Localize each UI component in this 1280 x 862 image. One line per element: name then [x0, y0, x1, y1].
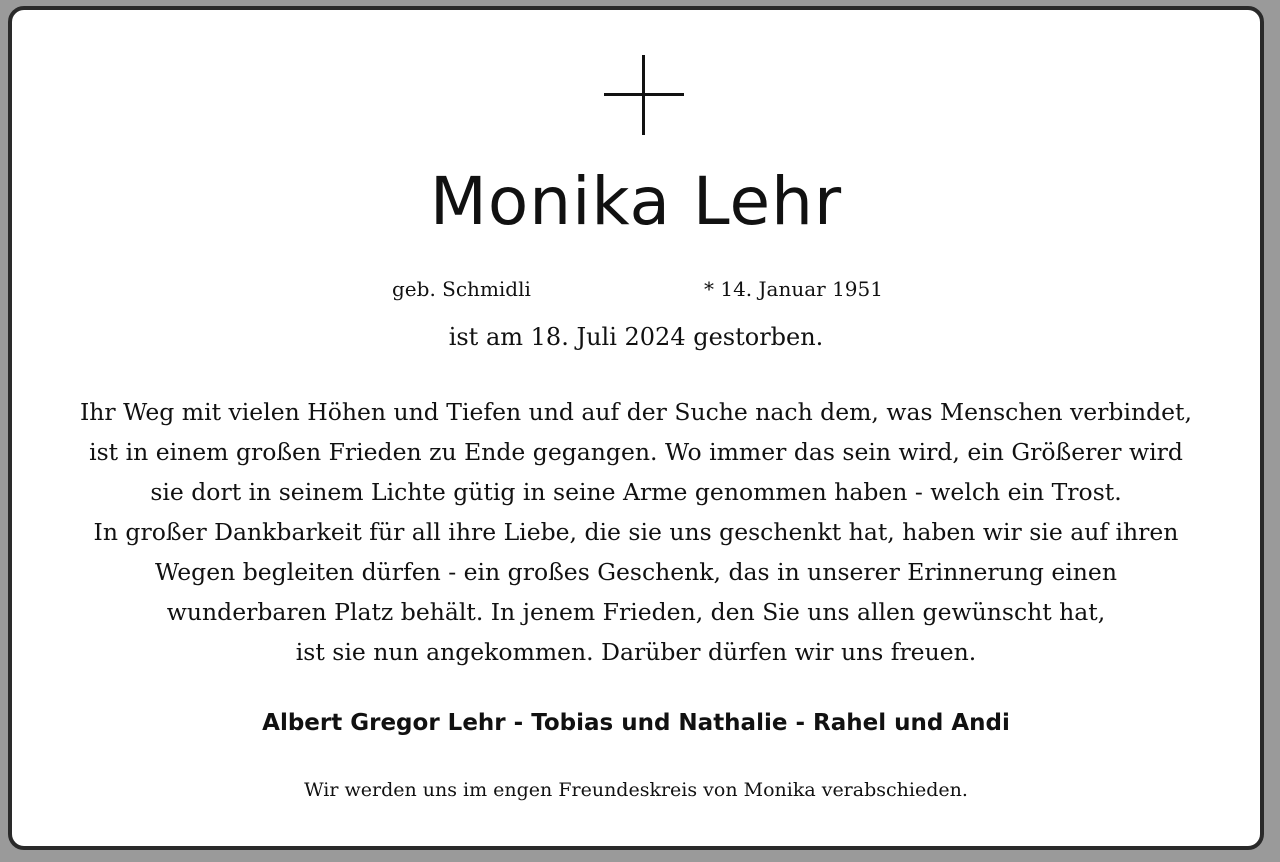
text-line: sie dort in seinem Lichte gütig in seine Arme genommen haben - welch ein Trost. [150, 478, 1122, 506]
text-line: Wegen begleiten dürfen - ein großes Geschenk, das in unserer Erinnerung einen [155, 558, 1117, 586]
deceased-name: Monika Lehr [429, 163, 843, 240]
farewell-note: Wir werden uns im engen Freundeskreis von Monika verabschieden. [304, 779, 968, 801]
family-names: Albert Gregor Lehr - Tobias und Nathalie - Rahel und Andi [262, 710, 1010, 736]
text-line: Ihr Weg mit vielen Höhen und Tiefen und auf der Suche nach dem, was Menschen verbindet, [80, 398, 1192, 426]
text-line: In großer Dankbarkeit für all ihre Liebe, die sie uns geschenkt hat, haben wir sie auf ihren [93, 518, 1179, 546]
obituary-card [8, 6, 1264, 850]
text-line: wunderbaren Platz behält. In jenem Frieden, den Sie uns allen gewünscht hat, [166, 598, 1106, 626]
birth-name: geb. Schmidli [392, 277, 531, 301]
obituary-text [12, 392, 1260, 672]
death-date-line: ist am 18. Juli 2024 gestorben. [448, 323, 824, 351]
text-line: ist sie nun angekommen. Darüber dürfen wir uns freuen. [295, 638, 977, 666]
text-line: ist in einem großen Frieden zu Ende gegangen. Wo immer das sein wird, ein Größerer wird [89, 438, 1183, 466]
birth-date: * 14. Januar 1951 [704, 277, 883, 301]
cross-icon [604, 55, 684, 135]
